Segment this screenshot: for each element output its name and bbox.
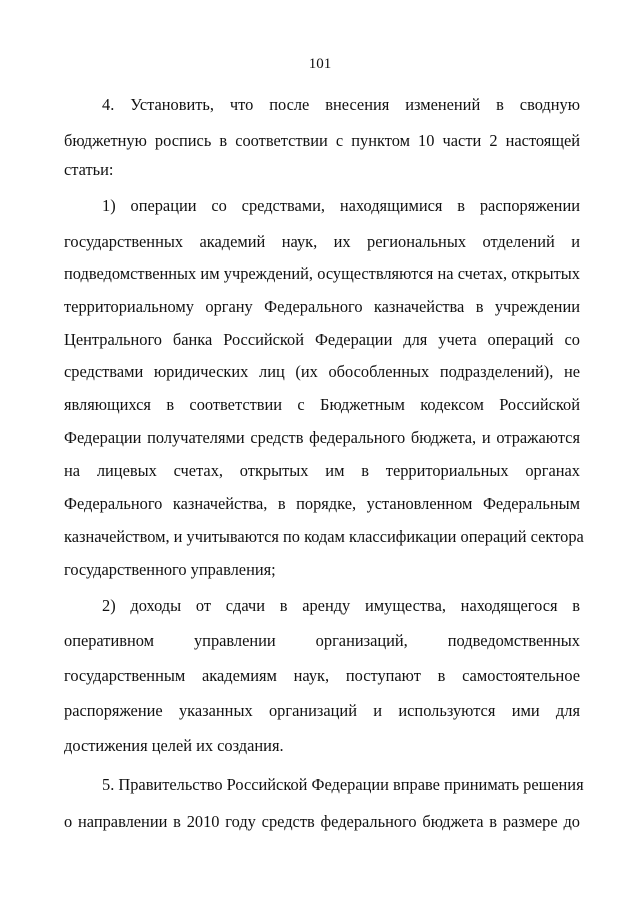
text-line: являющихся в соответствии с Бюджетным кодексом Российской [64, 395, 580, 414]
text-line: подведомственных им учреждений, осуществляются на счетах, открытых [64, 264, 580, 283]
text-line: государственным академиям наук, поступают в самостоятельное [64, 666, 580, 685]
text-line: государственных академий наук, их региональных отделений и [64, 232, 580, 251]
text-line: 1) операции со средствами, находящимися в распоряжении [102, 196, 580, 215]
text-line: средствами юридических лиц (их обособленных подразделений), не [64, 362, 580, 381]
text-line: 4. Установить, что после внесения изменений в сводную [102, 95, 580, 114]
text-line: о направлении в 2010 году средств федерального бюджета в размере до [64, 812, 580, 831]
text-line: Федерации получателями средств федерального бюджета, и отражаются [64, 428, 580, 447]
text-line: Федерального казначейства, в порядке, установленном Федеральным [64, 494, 580, 513]
text-line: Центрального банка Российской Федерации для учета операций со [64, 330, 580, 349]
text-line: статьи: [64, 160, 114, 179]
text-line: казначейством, и учитываются по кодам классификации операций сектора [64, 527, 584, 546]
text-line: территориальному органу Федерального казначейства в учреждении [64, 297, 580, 316]
text-line: достижения целей их создания. [64, 736, 284, 755]
text-line: распоряжение указанных организаций и используются ими для [64, 701, 580, 720]
text-line: бюджетную роспись в соответствии с пунктом 10 части 2 настоящей [64, 131, 580, 150]
page-number: 101 [308, 56, 332, 72]
text-line: государственного управления; [64, 560, 276, 579]
text-line: на лицевых счетах, открытых им в территориальных органах [64, 461, 580, 480]
text-line: 2) доходы от сдачи в аренду имущества, находящегося в [102, 596, 580, 615]
text-line: 5. Правительство Российской Федерации вправе принимать решения [102, 775, 584, 794]
text-line: оперативном управлении организаций, подведомственных [64, 631, 580, 650]
